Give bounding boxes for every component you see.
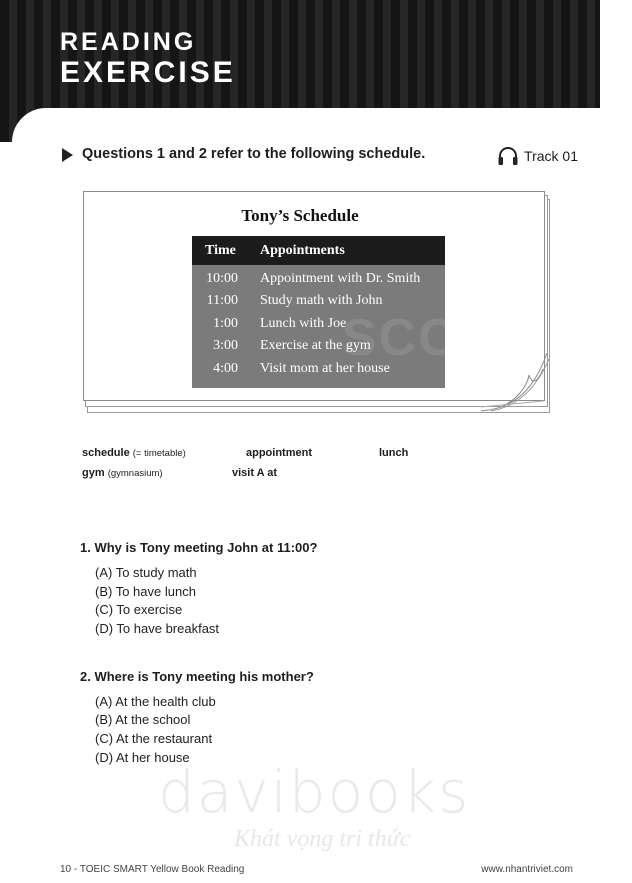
answer-option[interactable]: (B) To have lunch [95, 584, 196, 599]
table-row [192, 338, 445, 360]
footer-website[interactable]: www.nhantriviet.com [481, 864, 573, 875]
vocab-gym [82, 467, 163, 479]
vocab-lunch [379, 447, 408, 459]
row-appointment: Visit mom at her house [260, 361, 390, 376]
table-row [192, 361, 445, 383]
column-header-appointments: Appointments [260, 243, 345, 258]
answer-option[interactable]: (B) At the school [95, 712, 191, 727]
vocab-word: appointment [246, 447, 312, 459]
vocab-appointment [246, 447, 312, 459]
vocab-visit [232, 467, 277, 479]
track-indicator[interactable] [497, 146, 578, 166]
vocab-word: visit A at [232, 467, 278, 479]
answer-option[interactable]: (C) To exercise [95, 602, 183, 617]
row-time: 3:00 [213, 338, 238, 353]
vocab-note: (gymnasium) [107, 468, 163, 479]
headphones-icon [497, 146, 519, 166]
question-1: 1. Why is Tony meeting John at 11:00? [80, 540, 318, 555]
column-header-time: Time [205, 243, 236, 258]
question-2: 2. Where is Tony meeting his mother? [80, 669, 314, 684]
schedule-table [192, 236, 458, 388]
vocab-schedule [82, 447, 186, 459]
answer-option[interactable]: (D) To have breakfast [95, 621, 220, 636]
watermark-slogan: Khát vọng tri thức [234, 826, 411, 852]
schedule-title: Tony’s Schedule [241, 206, 359, 225]
page-curl-icon [481, 351, 551, 413]
schedule-table-header [192, 236, 445, 265]
row-time: 11:00 [206, 293, 238, 308]
table-row [192, 293, 445, 315]
answer-option[interactable]: (A) At the health club [95, 694, 216, 709]
row-time: 4:00 [213, 361, 238, 376]
instruction-text: Questions 1 and 2 refer to the following schedule. [82, 146, 426, 162]
table-watermark-icon: SCC [342, 309, 458, 367]
row-appointment: Appointment with Dr. Smith [260, 271, 421, 286]
vocab-word: lunch [379, 447, 409, 459]
answer-option[interactable]: (C) At the restaurant [95, 731, 213, 746]
vocab-word: gym [82, 467, 105, 479]
row-appointment: Lunch with Joe [260, 316, 347, 331]
track-label: Track 01 [524, 148, 578, 164]
answer-option[interactable]: (D) At her house [95, 750, 190, 765]
header-title-line2: EXERCISE [60, 56, 236, 89]
footer-page-info: 10 - TOEIC SMART Yellow Book Reading [60, 864, 245, 875]
table-row [192, 316, 445, 338]
watermark-brand: davibooks [158, 758, 471, 826]
instruction-row [62, 146, 578, 166]
vocab-note: (= timetable) [132, 448, 186, 459]
answer-option[interactable]: (A) To study math [95, 565, 197, 580]
row-appointment: Exercise at the gym [260, 338, 371, 353]
header-banner [0, 0, 600, 142]
header-title-line1: READING [60, 28, 197, 56]
table-row [192, 271, 445, 293]
play-triangle-icon [62, 148, 73, 162]
row-appointment: Study math with John [260, 293, 383, 308]
vocab-word: schedule [82, 447, 130, 459]
row-time: 10:00 [206, 271, 238, 286]
row-time: 1:00 [213, 316, 238, 331]
